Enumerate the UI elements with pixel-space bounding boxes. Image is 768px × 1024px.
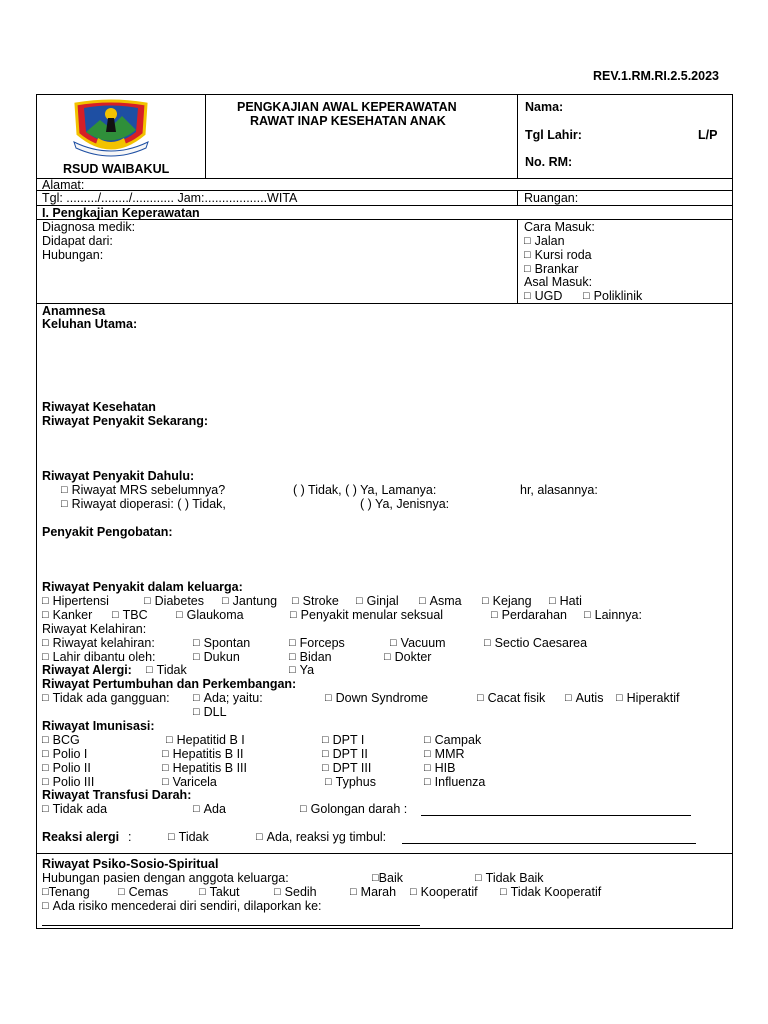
health-history-heading: Riwayat Kesehatan <box>42 400 156 414</box>
checkbox-diabetes[interactable]: □ Diabetes <box>144 594 204 609</box>
checkbox-no-disorder[interactable]: □ Tidak ada gangguan: <box>42 691 170 706</box>
medical-record-label: No. RM: <box>525 155 573 169</box>
checkbox-stroke[interactable]: □ Stroke <box>292 594 339 609</box>
checkbox-kidney[interactable]: □ Ginjal <box>356 594 399 609</box>
checkbox-hyperactive[interactable]: □ Hiperaktif <box>616 691 679 706</box>
section-title-assessment: I. Pengkajian Keperawatan <box>42 206 200 220</box>
checkbox-allergy-no[interactable]: □ Tidak <box>146 663 187 678</box>
checkbox-dpt2[interactable]: □ DPT II <box>322 747 368 762</box>
checkbox-reaction-yes[interactable]: □ Ada, reaksi yg timbul: <box>256 830 386 845</box>
row-line-anamnesa <box>36 853 733 854</box>
checkbox-allergy-yes[interactable]: □ Ya <box>289 663 314 678</box>
report-to-input-line[interactable] <box>42 925 420 926</box>
document-code: REV.1.RM.RI.2.5.2023 <box>593 69 719 83</box>
entry-method-label: Cara Masuk: <box>524 220 595 234</box>
header-divider-1 <box>205 94 206 178</box>
patient-name-label: Nama: <box>525 100 564 114</box>
current-illness-label: Riwayat Penyakit Sekarang: <box>42 414 209 428</box>
checkbox-transfusion-yes[interactable]: □ Ada <box>193 802 226 817</box>
transfusion-history-label: Riwayat Transfusi Darah: <box>42 788 192 802</box>
checkbox-relationship-good[interactable]: □ Baik <box>372 871 403 886</box>
checkbox-polio3[interactable]: □ Polio III <box>42 775 94 790</box>
checkbox-traditional-healer[interactable]: □ Dukun <box>193 650 240 665</box>
border-bottom <box>36 928 733 929</box>
checkbox-angry[interactable]: □ Marah <box>350 885 396 900</box>
checkbox-cooperative[interactable]: □ Kooperatif <box>410 885 478 900</box>
checkbox-down-syndrome[interactable]: □ Down Syndrome <box>325 691 428 706</box>
family-history-label: Riwayat Penyakit dalam keluarga: <box>42 580 243 594</box>
immunization-history-label: Riwayat Imunisasi: <box>42 719 155 733</box>
checkbox-bleeding[interactable]: □ Perdarahan <box>491 608 567 623</box>
medical-diagnosis-label: Diagnosa medik: <box>42 220 136 234</box>
checkbox-emergency[interactable]: □ UGD <box>524 289 562 304</box>
checkbox-blood-type[interactable]: □ Golongan darah : <box>300 802 407 817</box>
header-divider-2 <box>517 94 518 178</box>
checkbox-liver[interactable]: □ Hati <box>549 594 582 609</box>
checkbox-cancer[interactable]: □ Kanker <box>42 608 92 623</box>
checkbox-reaction-none[interactable]: □ Tidak <box>168 830 209 845</box>
treatment-history-label: Penyakit Pengobatan: <box>42 525 173 539</box>
chief-complaint-label: Keluhan Utama: <box>42 317 138 331</box>
allergic-reaction-colon: : <box>128 830 132 844</box>
checkbox-polio1[interactable]: □ Polio I <box>42 747 87 762</box>
birth-history-label: Riwayat Kelahiran: <box>42 622 147 636</box>
checkbox-anxious[interactable]: □ Cemas <box>118 885 168 900</box>
checkbox-uncooperative[interactable]: □ Tidak Kooperatif <box>500 885 601 900</box>
checkbox-spontaneous[interactable]: □ Spontan <box>193 636 250 651</box>
info-divider <box>517 219 518 303</box>
checkbox-tbc[interactable]: □ TBC <box>112 608 148 623</box>
checkbox-forceps[interactable]: □ Forceps <box>289 636 345 651</box>
entry-origin-label: Asal Masuk: <box>524 275 593 289</box>
reaction-input-line[interactable] <box>402 843 696 844</box>
blood-type-input-line[interactable] <box>421 815 691 816</box>
relationship-label: Hubungan: <box>42 248 104 262</box>
gender-label: L/P <box>698 128 718 142</box>
checkbox-hepatitis-b3[interactable]: □ Hepatitis B III <box>162 761 247 776</box>
checkbox-polio2[interactable]: □ Polio II <box>42 761 91 776</box>
checkbox-glaucoma[interactable]: □ Glaukoma <box>176 608 244 623</box>
checkbox-polyclinic[interactable]: □ Poliklinik <box>583 289 642 304</box>
date-time-field[interactable]: Tgl: ........./......../............ Jam:..................WITA <box>42 191 298 205</box>
checkbox-relationship-bad[interactable]: □ Tidak Baik <box>475 871 544 886</box>
checkbox-caesarean[interactable]: □ Sectio Caesarea <box>484 636 587 651</box>
checkbox-varicella[interactable]: □ Varicela <box>162 775 217 790</box>
checkbox-wheelchair[interactable]: □ Kursi roda <box>524 248 592 263</box>
checkbox-hepatitis-b2[interactable]: □ Hepatitis B II <box>162 747 244 762</box>
checkbox-hib[interactable]: □ HIB <box>424 761 456 776</box>
psychosocial-history-label: Riwayat Psiko-Sosio-Spiritual <box>42 857 219 871</box>
checkbox-walk[interactable]: □ Jalan <box>524 234 565 249</box>
checkbox-mmr[interactable]: □ MMR <box>424 747 465 762</box>
checkbox-etc[interactable]: □ DLL <box>193 705 227 720</box>
checkbox-typhus[interactable]: □ Typhus <box>325 775 376 790</box>
checkbox-autism[interactable]: □ Autis <box>565 691 603 706</box>
checkbox-vacuum[interactable]: □ Vacuum <box>390 636 446 651</box>
checkbox-has-disorder[interactable]: □ Ada; yaitu: <box>193 691 263 706</box>
obtained-from-label: Didapat dari: <box>42 234 113 248</box>
checkbox-birth-assisted[interactable]: □ Lahir dibantu oleh: <box>42 650 156 665</box>
checkbox-midwife[interactable]: □ Bidan <box>289 650 332 665</box>
form-title-line2: RAWAT INAP KESEHATAN ANAK <box>250 114 446 128</box>
checkbox-self-harm-risk[interactable]: □ Ada risiko mencederai diri sendiri, dilaporkan ke: <box>42 899 322 914</box>
allergic-reaction-label: Reaksi alergi <box>42 830 120 844</box>
checkbox-hypertension[interactable]: □ Hipertensi <box>42 594 109 609</box>
checkbox-hepatitis-b1[interactable]: □ Hepatitid B I <box>166 733 245 748</box>
checkbox-bcg[interactable]: □ BCG <box>42 733 80 748</box>
checkbox-dpt1[interactable]: □ DPT I <box>322 733 364 748</box>
checkbox-std[interactable]: □ Penyakit menular seksual <box>290 608 443 623</box>
birth-date-label: Tgl Lahir: <box>525 128 582 142</box>
admission-reason-label: hr, alasannya: <box>520 483 598 497</box>
checkbox-previous-admission[interactable]: □ Riwayat MRS sebelumnya? <box>61 483 225 498</box>
family-relationship-label: Hubungan pasien dengan anggota keluarga: <box>42 871 289 885</box>
checkbox-surgery-history[interactable]: □ Riwayat dioperasi: ( ) Tidak, <box>61 497 226 512</box>
checkbox-seizure[interactable]: □ Kejang <box>482 594 532 609</box>
allergy-history-label: Riwayat Alergi: <box>42 663 132 677</box>
checkbox-heart[interactable]: □ Jantung <box>222 594 277 609</box>
checkbox-calm[interactable]: □ Tenang <box>42 885 90 900</box>
past-illness-label: Riwayat Penyakit Dahulu: <box>42 469 195 483</box>
checkbox-asthma[interactable]: □ Asma <box>419 594 462 609</box>
checkbox-stretcher[interactable]: □ Brankar <box>524 262 578 277</box>
checkbox-physical-disability[interactable]: □ Cacat fisik <box>477 691 545 706</box>
checkbox-birth-history[interactable]: □ Riwayat kelahiran: <box>42 636 155 651</box>
checkbox-other[interactable]: □ Lainnya: <box>584 608 642 623</box>
hospital-name: RSUD WAIBAKUL <box>63 162 170 176</box>
room-label: Ruangan: <box>524 191 579 205</box>
checkbox-dpt3[interactable]: □ DPT III <box>322 761 371 776</box>
surgery-type-option[interactable]: ( ) Ya, Jenisnya: <box>360 497 450 511</box>
anamnesis-heading: Anamnesa <box>42 304 106 318</box>
hospital-logo <box>70 98 152 158</box>
previous-admission-options[interactable]: ( ) Tidak, ( ) Ya, Lamanya: <box>293 483 437 497</box>
border-top <box>36 94 733 95</box>
form-title-line1: PENGKAJIAN AWAL KEPERAWATAN <box>237 100 457 114</box>
row-line-header <box>36 178 733 179</box>
checkbox-influenza[interactable]: □ Influenza <box>424 775 485 790</box>
growth-history-label: Riwayat Pertumbuhan dan Perkembangan: <box>42 677 297 691</box>
checkbox-measles[interactable]: □ Campak <box>424 733 481 748</box>
checkbox-afraid[interactable]: □ Takut <box>199 885 240 900</box>
checkbox-doctor[interactable]: □ Dokter <box>384 650 431 665</box>
checkbox-transfusion-none[interactable]: □ Tidak ada <box>42 802 107 817</box>
checkbox-sad[interactable]: □ Sedih <box>274 885 317 900</box>
tgl-divider <box>517 190 518 205</box>
address-label: Alamat: <box>42 178 85 192</box>
